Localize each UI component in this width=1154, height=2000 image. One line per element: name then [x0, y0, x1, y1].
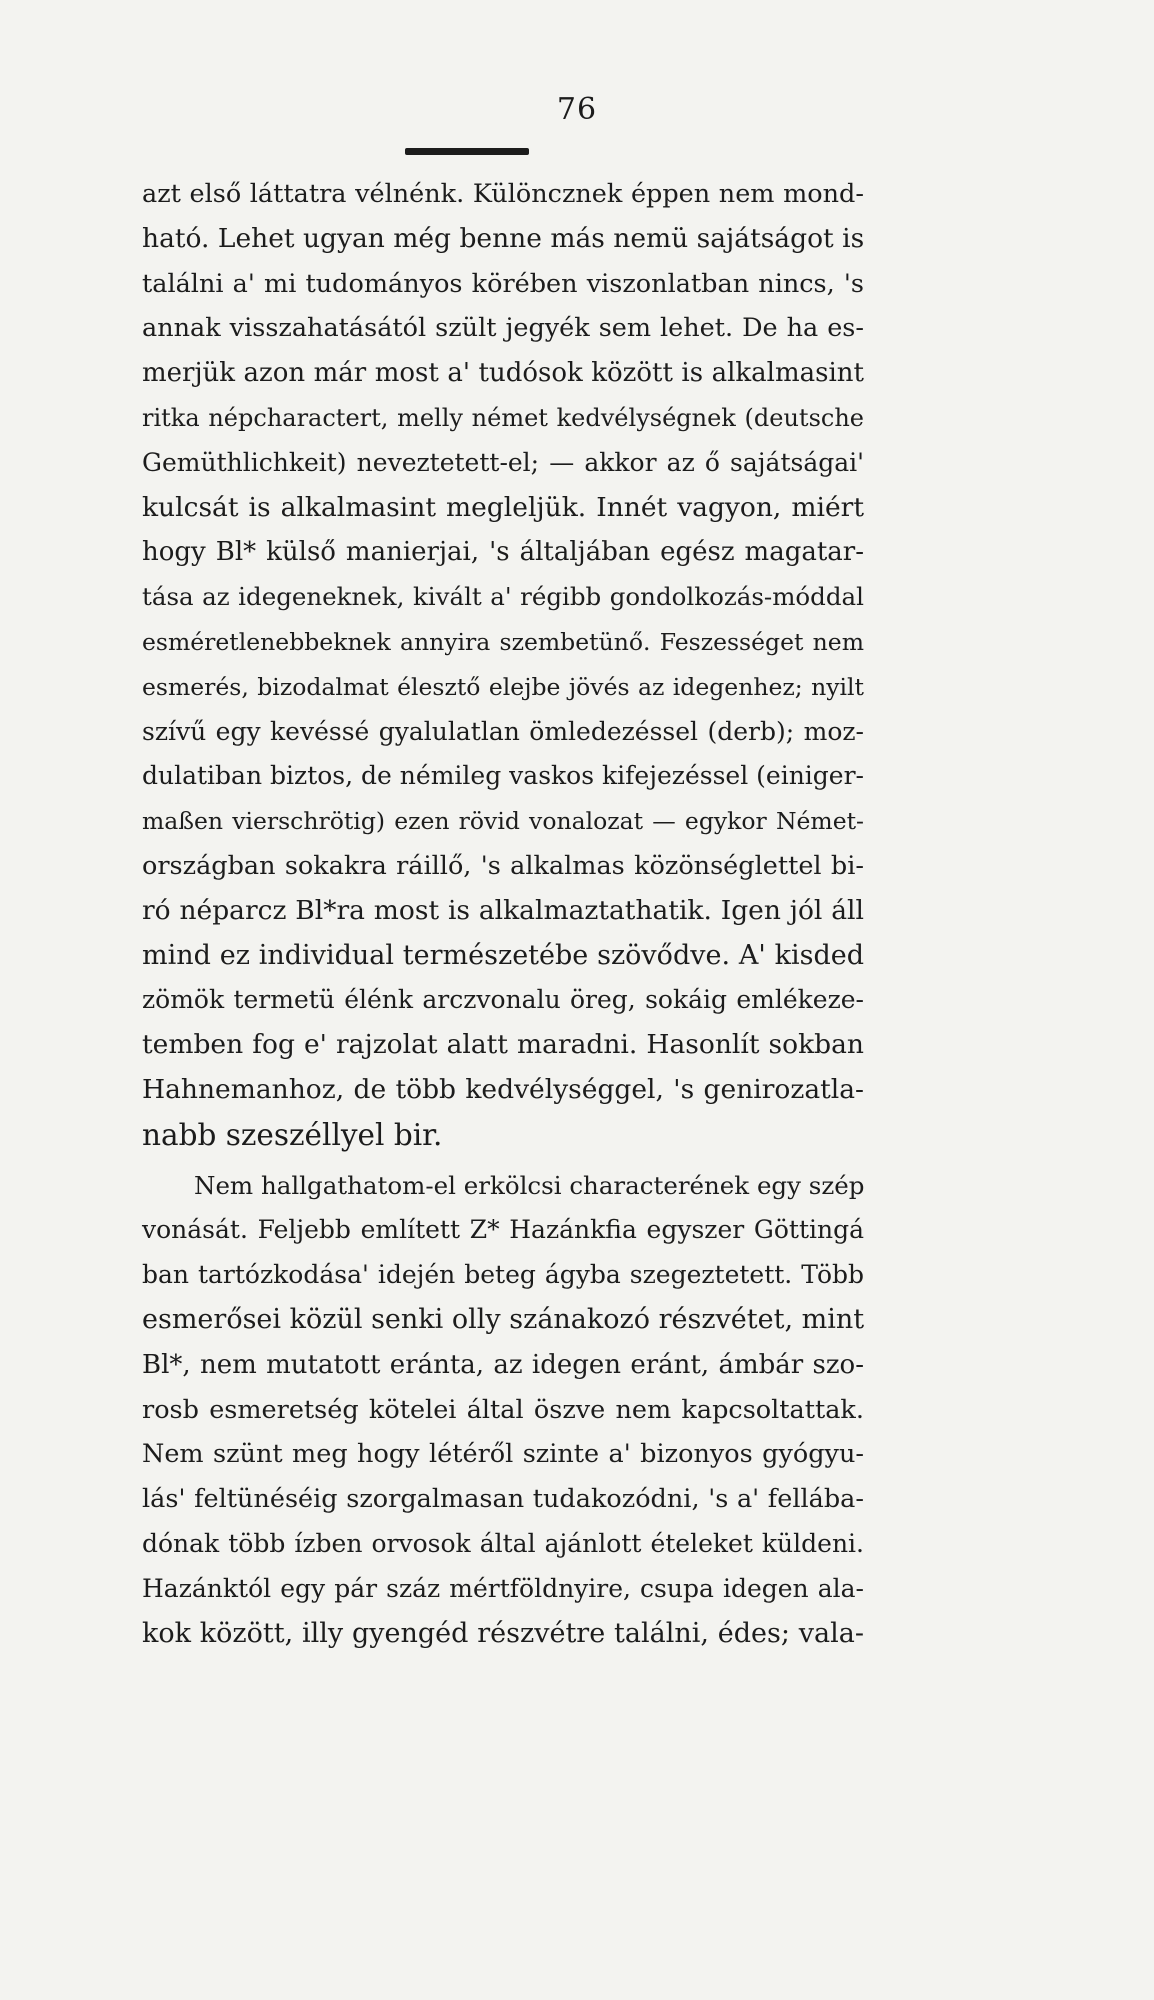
header-rule	[405, 148, 529, 155]
text-line: rosb esmeretség kötelei által öszve nem kapcsoltattak.	[142, 1394, 864, 1425]
text-line: Nem szünt meg hogy létéről szinte a' bizonyos gyógyu-	[142, 1439, 864, 1470]
text-line: Gemüthlichkeit) neveztetett-el; — akkor az ő sajátságai'	[142, 447, 864, 477]
text-line: hogy Bl* külső manierjai, 's általjában egész magatar-	[142, 537, 864, 568]
text-line: dónak több ízben orvosok által ajánlott ételeket küldeni.	[142, 1528, 864, 1558]
text-line: azt első láttatra vélnénk. Különcznek éppen nem mond-	[142, 179, 864, 209]
text-line: szívű egy kevéssé gyalulatlan ömledezéssel (derb); moz-	[142, 716, 864, 746]
text-line: temben fog e' rajzolat alatt maradni. Hasonlít sokban	[142, 1029, 864, 1061]
text-line: országban sokakra ráillő, 's alkalmas közönséglettel bi-	[142, 850, 864, 881]
text-line: kok között, illy gyengéd részvétre találni, édes; vala-	[142, 1617, 864, 1649]
text-line: dulatiban biztos, de némileg vaskos kifejezéssel (einiger-	[142, 761, 864, 791]
text-line: Bl*, nem mutatott eránta, az idegen eránt, ámbár szo-	[142, 1349, 864, 1380]
page-number: 76	[556, 92, 598, 127]
text-line: ró néparcz Bl*ra most is alkalmaztathatik. Igen jól áll	[142, 894, 864, 926]
text-line: esmerősei közül senki olly szánakozó részvétet, mint	[142, 1303, 865, 1335]
text-line: nabb szeszéllyel bir.	[142, 1117, 443, 1152]
text-line: lás' feltünéséig szorgalmasan tudakozódni, 's a' fellába-	[142, 1484, 864, 1515]
text-line: merjük azon már most a' tudósok között is alkalmasint	[142, 358, 864, 389]
text-line: Hahnemanhoz, de több kedvélységgel, 's genirozatla-	[142, 1073, 864, 1105]
text-line: mind ez individual természetébe szövődve. A' kisded	[142, 939, 864, 971]
text-line: találni a' mi tudományos körében viszonlatban nincs, 's	[142, 268, 864, 299]
text-line: kulcsát is alkalmasint megleljük. Innét vagyon, miért	[142, 491, 864, 523]
text-line: Hazánktól egy pár száz mértföldnyire, csupa idegen ala-	[142, 1573, 864, 1603]
text-line: esmerés, bizodalmat élesztő elejbe jövés az idegenhez; nyilt	[142, 672, 864, 701]
text-line: esméretlenebbeknek annyira szembetünő. Feszességet nem	[142, 627, 864, 656]
text-line: zömök termetü élénk arczvonalu öreg, sokáig emlékeze-	[142, 985, 864, 1015]
text-line: Nem hallgathatom-el erkölcsi characterének egy szép	[194, 1170, 865, 1200]
text-line: vonását. Feljebb említett Z* Hazánkfia egyszer Göttingá	[142, 1215, 864, 1245]
text-line: ható. Lehet ugyan még benne más nemü sajátságot is	[142, 222, 865, 254]
text-line: maßen vierschrötig) ezen rövid vonalozat — egykor Német-	[142, 807, 864, 836]
text-line: tása az idegeneknek, kivált a' régibb gondolkozás-móddal	[142, 582, 864, 612]
paragraph-2	[142, 1164, 864, 1657]
text-line: ban tartózkodása' idején beteg ágyba szegeztetett. Több	[142, 1260, 864, 1290]
text-line: ritka népcharactert, melly német kedvélységnek (deutsche	[142, 403, 864, 432]
body-text	[142, 172, 864, 1656]
paragraph-1	[142, 172, 864, 1158]
text-line: annak visszahatásától szült jegyék sem lehet. De ha es-	[142, 313, 864, 344]
